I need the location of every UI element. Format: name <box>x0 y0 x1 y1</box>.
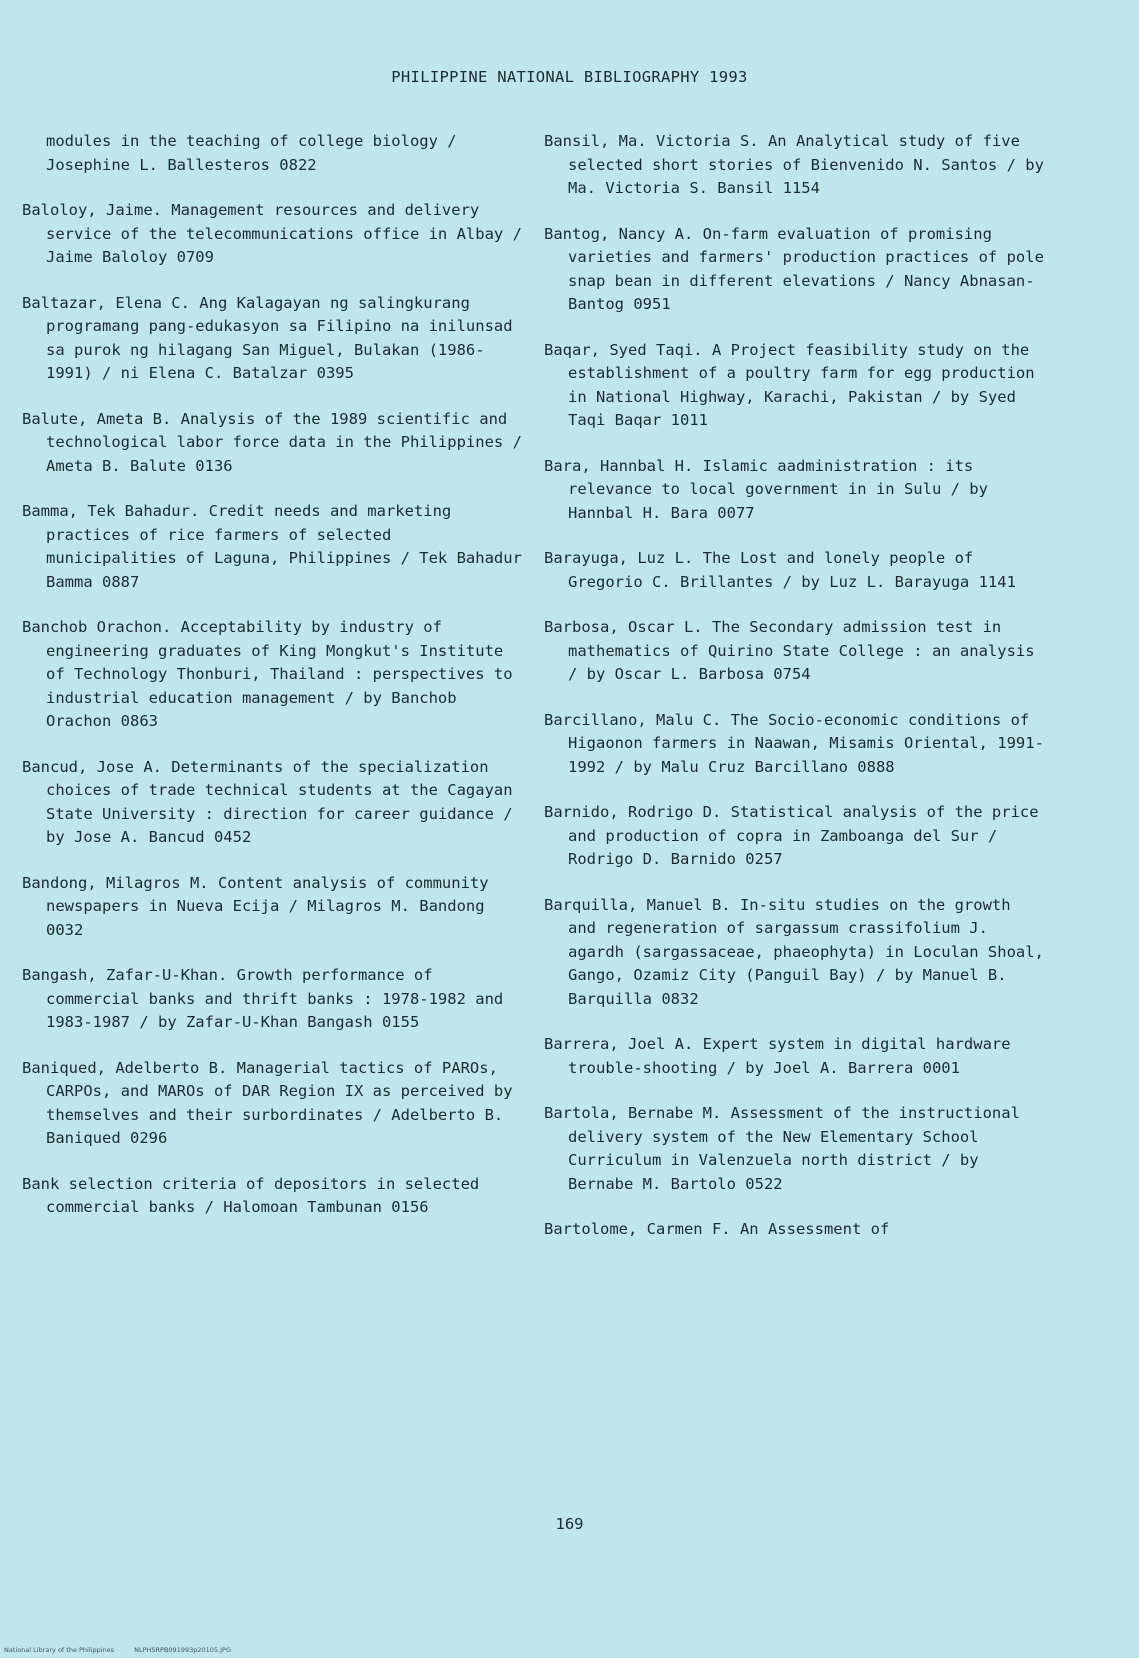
bibliography-entry: Bartolome, Carmen F. An Assessment of <box>544 1220 890 1238</box>
bibliography-entry: Barquilla, Manuel B. In-situ studies on the growth and regeneration of sargassum crassifolium J. agardh (sargassaceae, phaeophyta) in Loculan Shoal, Gango, Ozamiz City (Panguil Bay) / by Manuel B. Barquilla 0832 <box>544 895 1044 1008</box>
bibliography-entry: Barnido, Rodrigo D. Statistical analysis of the price and production of copra in Zamboanga del Sur / Rodrigo D. Barnido 0257 <box>544 803 1039 868</box>
bibliography-entry: Baltazar, Elena C. Ang Kalagayan ng salingkurang programang pang-edukasyon sa Filipino na inilunsad sa purok ng hilagang San Miguel, Bulakan (1986-1991) / ni Elena C. Batalzar 0395 <box>22 293 513 382</box>
bibliography-entry: Baloloy, Jaime. Management resources and delivery service of the telecommunications office in Albay / Jaime Baloloy 0709 <box>22 201 522 266</box>
scan-footer <box>4 1646 249 1654</box>
bibliography-entry: Barcillano, Malu C. The Socio-economic conditions of Higaonon farmers in Naawan, Misamis Oriental, 1991-1992 / by Malu Cruz Barcillano 0888 <box>544 710 1044 776</box>
footer-library: National Library of the Philippines <box>4 1646 115 1654</box>
bibliography-entry: Baniqued, Adelberto B. Managerial tactics of PAROs, CARPOs, and MAROs of DAR Region IX as perceived by themselves and their surbordinates / Adelberto B. Baniqued 0296 <box>22 1058 513 1147</box>
bibliography-entry: Bartola, Bernabe M. Assessment of the instructional delivery system of the New Elementary School Curriculum in Valenzuela north district / by Bernabe M. Bartolo 0522 <box>544 1104 1020 1193</box>
bibliography-entry: Barbosa, Oscar L. The Secondary admission test in mathematics of Quirino State College : an analysis / by Oscar L. Barbosa 0754 <box>544 618 1035 683</box>
bibliography-entry: Barrera, Joel A. Expert system in digital hardware trouble-shooting / by Joel A. Barrera 0001 <box>544 1035 1011 1077</box>
bibliography-entry: Baqar, Syed Taqi. A Project feasibility study on the establishment of a poultry farm for egg production in National Highway, Karachi, Pakistan / by Syed Taqi Baqar 1011 <box>544 340 1035 429</box>
bibliography-entry: Bank selection criteria of depositors in selected commercial banks / Halomoan Tambunan 0156 <box>22 1174 480 1216</box>
page-number: 169 <box>555 1515 584 1533</box>
bibliography-entry: modules in the teaching of college biology / Josephine L. Ballesteros 0822 <box>46 132 457 174</box>
bibliography-entry: Bara, Hannbal H. Islamic aadministration : its relevance to local government in in Sulu / by Hannbal H. Bara 0077 <box>544 456 988 522</box>
bibliography-entry: Bamma, Tek Bahadur. Credit needs and marketing practices of rice farmers of selected municipalities of Laguna, Philippines / Tek Bahadur Bamma 0887 <box>22 502 522 591</box>
left-column <box>22 130 522 1242</box>
right-column <box>544 130 1044 1264</box>
bibliography-entry: Barayuga, Luz L. The Lost and lonely people of Gregorio C. Brillantes / by Luz L. Barayuga 1141 <box>544 549 1016 591</box>
bibliography-entry: Bansil, Ma. Victoria S. An Analytical study of five selected short stories of Bienvenido N. Santos / by Ma. Victoria S. Bansil 1154 <box>544 132 1044 197</box>
footer-file: NLPHSRPB091993p20105.JPG <box>134 1646 231 1654</box>
bibliography-entry: Bandong, Milagros M. Content analysis of community newspapers in Nueva Ecija / Milagros M. Bandong 0032 <box>22 873 489 939</box>
bibliography-entry: Balute, Ameta B. Analysis of the 1989 scientific and technological labor force data in the Philippines / Ameta B. Balute 0136 <box>22 409 522 475</box>
bibliography-entry: Banchob Orachon. Acceptability by industry of engineering graduates of King Mongkut's Institute of Technology Thonburi, Thailand : perspectives to industrial education management / by Banchob Orachon 0863 <box>22 618 513 730</box>
bibliography-entry: Bancud, Jose A. Determinants of the specialization choices of trade technical students at the Cagayan State University : direction for career guidance / by Jose A. Bancud 0452 <box>22 757 513 846</box>
bibliography-entry: Bangash, Zafar-U-Khan. Growth performance of commercial banks and thrift banks : 1978-1982 and 1983-1987 / by Zafar-U-Khan Bangash 0155 <box>22 966 504 1031</box>
page-header: PHILIPPINE NATIONAL BIBLIOGRAPHY 1993 <box>391 68 748 86</box>
bibliography-entry: Bantog, Nancy A. On-farm evaluation of promising varieties and farmers' production practices of pole snap bean in different elevations / Nancy Abnasan-Bantog 0951 <box>544 224 1044 313</box>
